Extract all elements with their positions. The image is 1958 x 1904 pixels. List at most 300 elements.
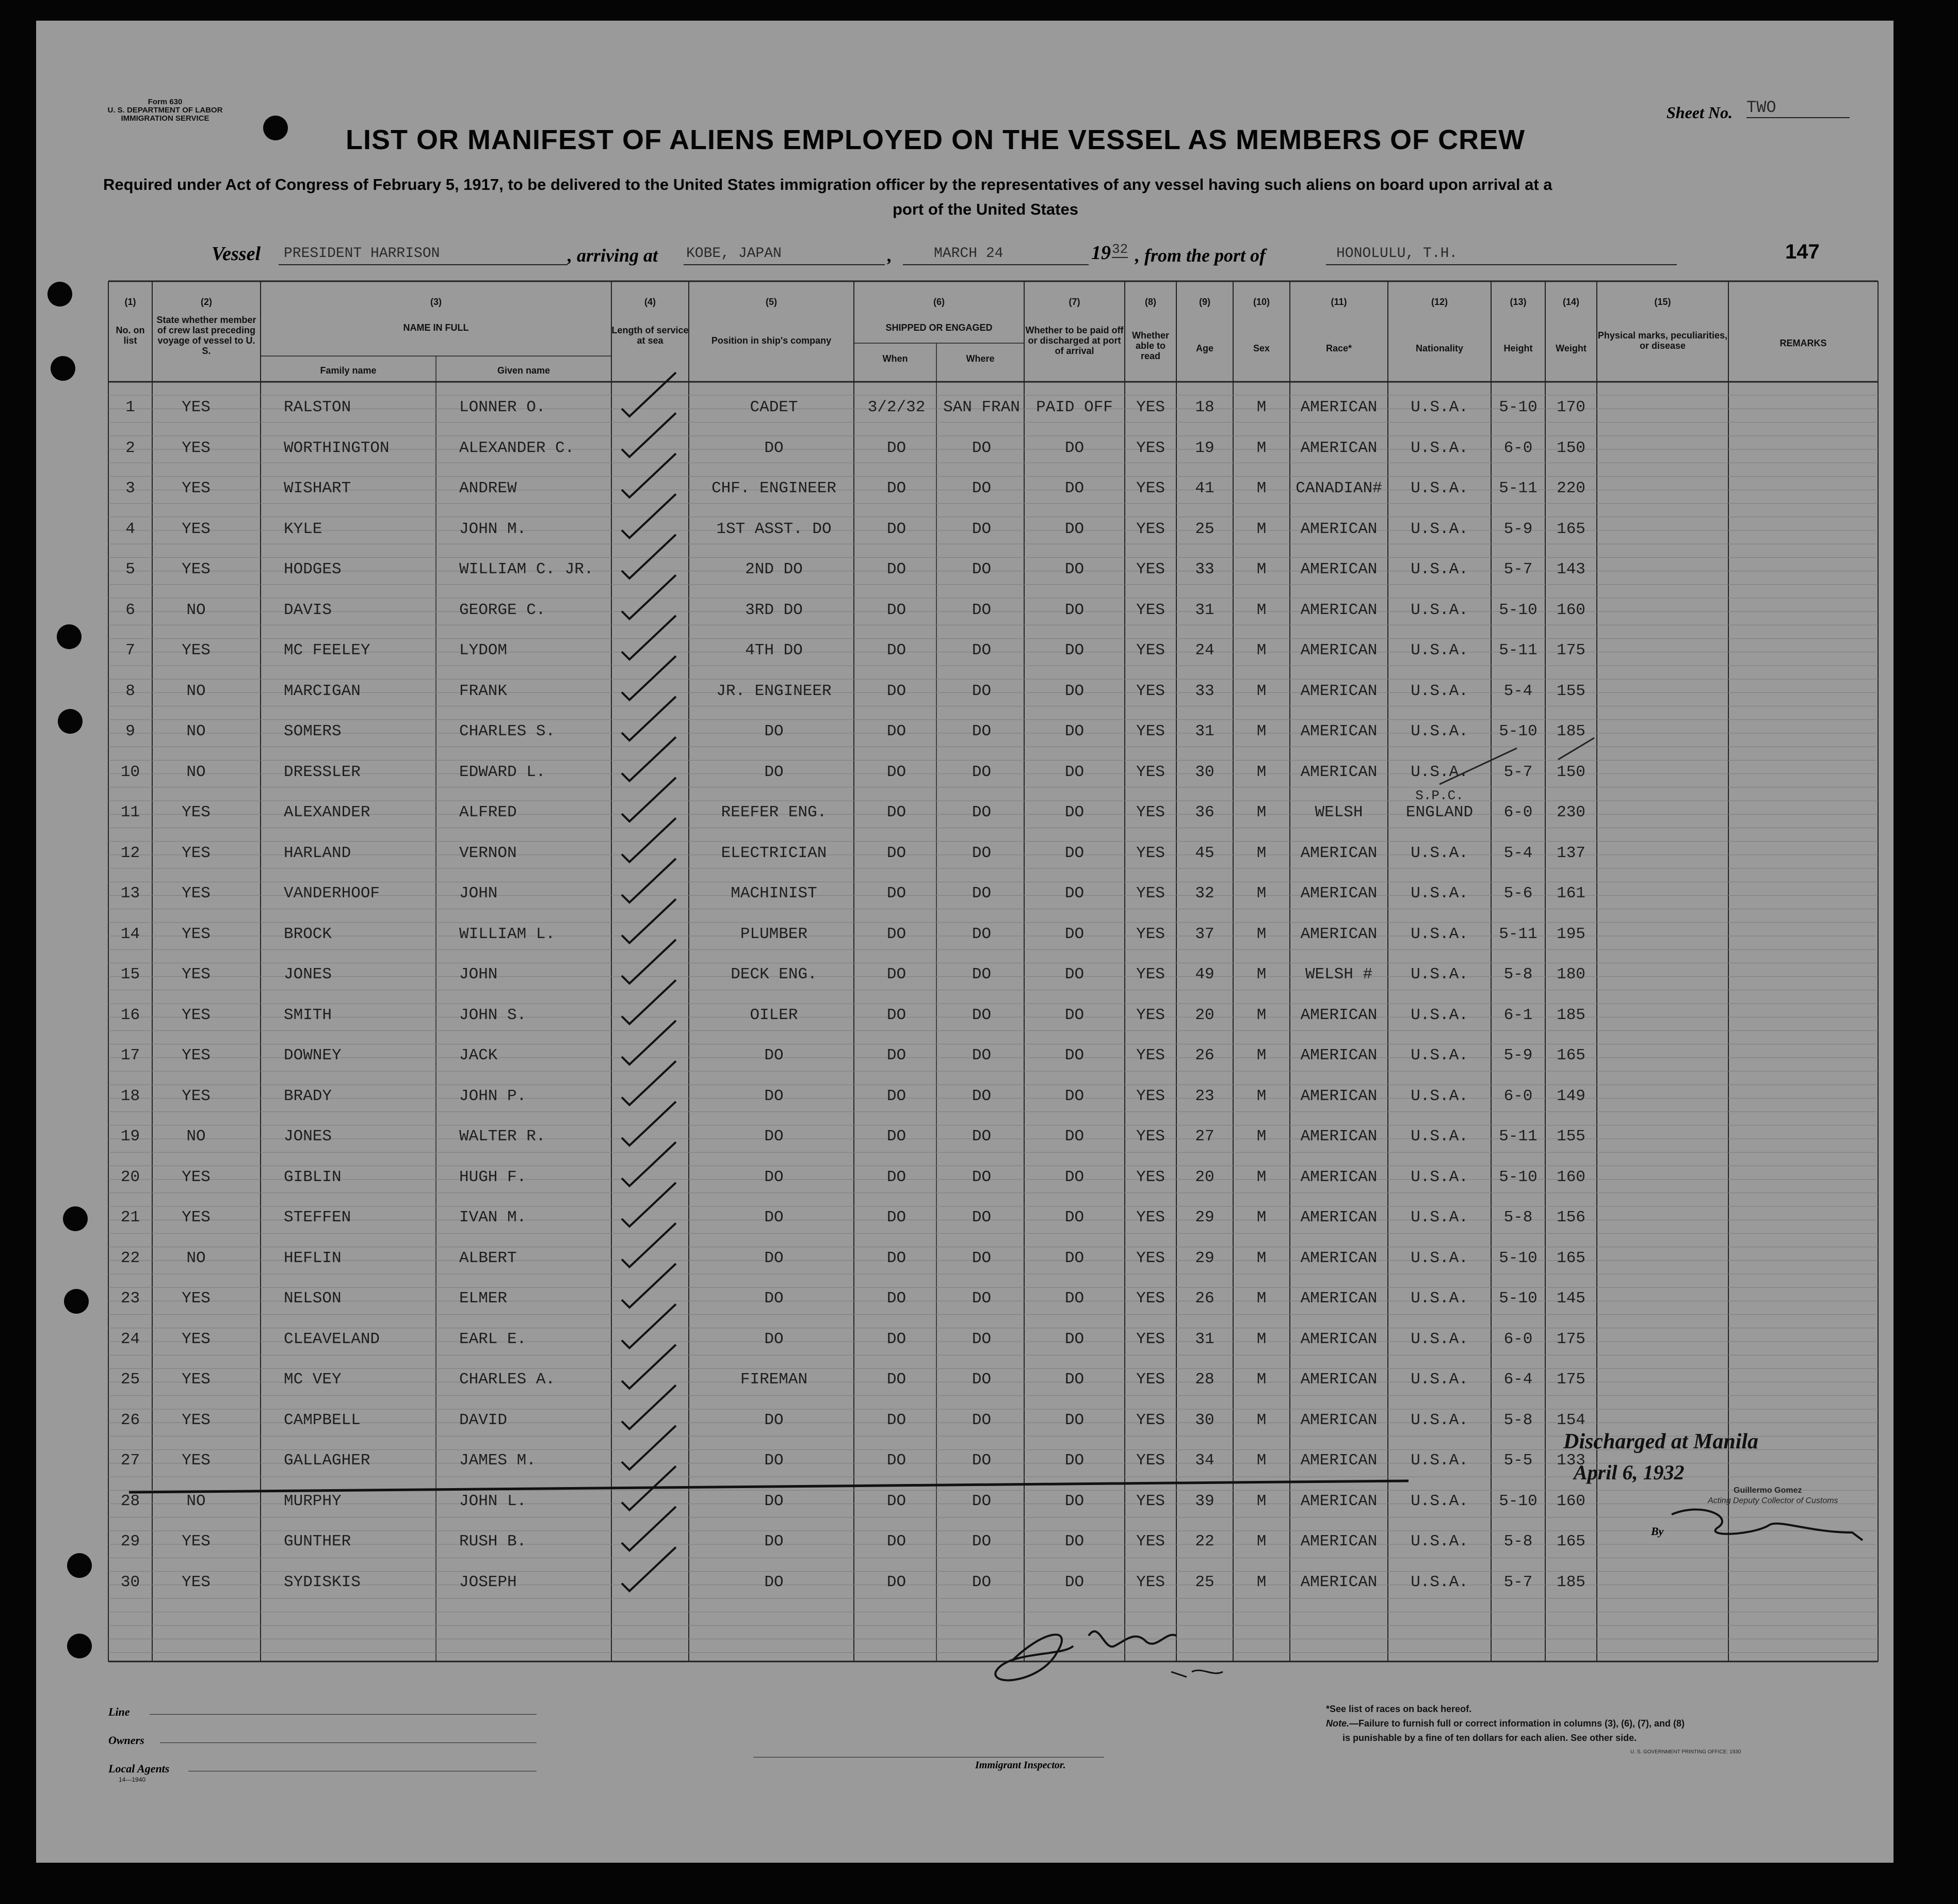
nationality: U.S.A. xyxy=(1411,601,1468,619)
nationality: U.S.A. xyxy=(1411,1006,1468,1024)
paid-off: DO xyxy=(1064,1330,1085,1348)
paid-off: DO xyxy=(1064,1127,1085,1145)
age: 22 xyxy=(1195,1532,1215,1551)
binder-hole xyxy=(51,356,75,381)
weight: 160 xyxy=(1557,601,1585,619)
arriving-label: , arriving at xyxy=(568,245,658,266)
checkmark-icon xyxy=(622,454,676,497)
row-number: 28 xyxy=(120,1492,140,1510)
from-port-label: , from the port of xyxy=(1135,245,1266,266)
shipped-where: DO xyxy=(972,439,992,457)
column-number: (7) xyxy=(1069,297,1080,307)
previous-voyage: NO xyxy=(186,763,206,781)
nationality: ENGLAND xyxy=(1405,803,1474,821)
given-name: JOHN M. xyxy=(459,520,527,538)
previous-voyage: NO xyxy=(186,1127,206,1145)
header-position: Position in ship's company xyxy=(711,335,832,346)
height: 5-6 xyxy=(1503,884,1533,902)
paid-off: DO xyxy=(1064,1249,1085,1267)
nationality: U.S.A. xyxy=(1411,763,1468,781)
paid-off: DO xyxy=(1064,601,1085,619)
row-number: 30 xyxy=(120,1573,140,1591)
race: AMERICAN xyxy=(1300,722,1378,740)
sex: M xyxy=(1256,1370,1267,1389)
shipped-where: DO xyxy=(972,1492,992,1510)
given-name: CHARLES S. xyxy=(459,722,556,740)
checkmark-icon xyxy=(622,535,676,578)
row-number: 20 xyxy=(120,1168,140,1186)
sex: M xyxy=(1256,479,1267,497)
row-number: 4 xyxy=(125,520,135,538)
department: U. S. DEPARTMENT OF LABOR xyxy=(107,106,223,115)
shipped-when: DO xyxy=(886,1330,907,1348)
previous-voyage: YES xyxy=(182,844,211,862)
shipped-when: DO xyxy=(886,1006,907,1024)
weight: 165 xyxy=(1557,1046,1585,1064)
subtitle-line-2: port of the United States xyxy=(893,200,1078,218)
family-name: SMITH xyxy=(284,1006,332,1024)
family-name: SYDISKIS xyxy=(284,1573,361,1591)
paid-off: DO xyxy=(1064,520,1085,538)
given-name: ALBERT xyxy=(459,1249,517,1267)
row-number: 27 xyxy=(120,1451,140,1470)
local-agents-label: Local Agents xyxy=(108,1762,170,1775)
shipped-when: DO xyxy=(886,1411,907,1429)
fine-note-line-1 xyxy=(1326,1718,1685,1729)
family-name: GALLAGHER xyxy=(284,1451,370,1470)
nationality-note: S.P.C. xyxy=(1415,788,1464,803)
sex: M xyxy=(1256,1127,1267,1145)
checkmark-icon xyxy=(622,737,676,781)
inspector-signature xyxy=(995,1632,1176,1681)
previous-voyage: YES xyxy=(182,520,211,538)
column-number: (14) xyxy=(1562,297,1579,307)
height: 5-7 xyxy=(1503,1573,1533,1591)
fine-note-line-2: is punishable by a fine of ten dollars for each alien. See other side. xyxy=(1342,1733,1637,1743)
age: 25 xyxy=(1195,520,1215,538)
family-name: CAMPBELL xyxy=(284,1411,361,1429)
previous-voyage: NO xyxy=(186,682,206,700)
height: 5-7 xyxy=(1503,763,1533,781)
header-when: When xyxy=(882,353,908,364)
column-number: (15) xyxy=(1654,297,1671,307)
owners-label: Owners xyxy=(108,1734,144,1747)
checkmark-icon xyxy=(622,1142,676,1186)
shipped-where: DO xyxy=(972,965,992,983)
shipped-where: DO xyxy=(972,1330,992,1348)
able-to-read: YES xyxy=(1136,439,1165,457)
race: AMERICAN xyxy=(1300,884,1378,902)
nationality: U.S.A. xyxy=(1411,1573,1468,1591)
checkmark-icon xyxy=(622,575,676,619)
paid-off: DO xyxy=(1064,1006,1085,1024)
race: AMERICAN xyxy=(1300,1370,1378,1389)
weight: 185 xyxy=(1557,1573,1585,1591)
weight: 175 xyxy=(1557,1330,1585,1348)
weight: 170 xyxy=(1557,398,1585,416)
header-weight: Weight xyxy=(1556,343,1587,353)
shipped-where: DO xyxy=(972,520,992,538)
paid-off: DO xyxy=(1064,682,1085,700)
able-to-read: YES xyxy=(1136,1330,1165,1348)
race: AMERICAN xyxy=(1300,1208,1378,1227)
weight: 150 xyxy=(1557,439,1585,457)
header-height: Height xyxy=(1503,343,1533,353)
customs-signature xyxy=(1672,1509,1863,1540)
sex: M xyxy=(1256,1168,1267,1186)
shipped-when: DO xyxy=(886,520,907,538)
position: DO xyxy=(764,1492,784,1510)
age: 19 xyxy=(1195,439,1215,457)
age: 33 xyxy=(1195,560,1215,578)
header-name-in-full: NAME IN FULL xyxy=(403,322,469,333)
nationality: U.S.A. xyxy=(1411,1451,1468,1470)
sheet-label: Sheet No. xyxy=(1666,103,1733,122)
height: 5-8 xyxy=(1503,1208,1533,1227)
sex: M xyxy=(1256,1249,1267,1267)
header-paid-off: Whether to be paid off or discharged at port of arrival xyxy=(1025,325,1124,356)
race: AMERICAN xyxy=(1300,1573,1378,1591)
official-title: Acting Deputy Collector of Customs xyxy=(1708,1496,1838,1505)
shipped-when: DO xyxy=(886,641,907,659)
nationality: U.S.A. xyxy=(1411,965,1468,983)
checkmark-icon xyxy=(622,1385,676,1429)
given-name: FRANK xyxy=(459,682,508,700)
nationality: U.S.A. xyxy=(1411,844,1468,862)
height: 6-0 xyxy=(1503,1330,1533,1348)
previous-voyage: YES xyxy=(182,1451,211,1470)
checkmark-icon xyxy=(622,1345,676,1389)
paid-off: DO xyxy=(1064,803,1085,821)
height: 6-0 xyxy=(1503,1087,1533,1105)
family-name: MURPHY xyxy=(284,1492,342,1510)
vessel-name: PRESIDENT HARRISON xyxy=(284,246,440,262)
position: DO xyxy=(764,1249,784,1267)
paid-off: DO xyxy=(1064,1573,1085,1591)
shipped-when: DO xyxy=(886,965,907,983)
position: DO xyxy=(764,1532,784,1551)
shipped-where: DO xyxy=(972,1532,992,1551)
weight: 165 xyxy=(1557,1249,1585,1267)
previous-voyage: YES xyxy=(182,1289,211,1308)
shipped-where: DO xyxy=(972,1289,992,1308)
row-number: 3 xyxy=(125,479,135,497)
nationality: U.S.A. xyxy=(1411,520,1468,538)
age: 20 xyxy=(1195,1168,1215,1186)
sex: M xyxy=(1256,722,1267,740)
weight: 155 xyxy=(1557,682,1585,700)
handwritten-annotations xyxy=(36,21,1894,1863)
page-number: 147 xyxy=(1785,240,1820,263)
weight: 149 xyxy=(1557,1087,1585,1105)
able-to-read: YES xyxy=(1136,1046,1165,1064)
position: DO xyxy=(764,1208,784,1227)
weight: 160 xyxy=(1557,1492,1585,1510)
binder-hole xyxy=(67,1634,92,1658)
age: 29 xyxy=(1195,1208,1215,1227)
age: 31 xyxy=(1195,601,1215,619)
given-name: JAMES M. xyxy=(459,1451,536,1470)
family-name: WORTHINGTON xyxy=(284,439,390,457)
nationality: U.S.A. xyxy=(1411,884,1468,902)
position: DO xyxy=(764,439,784,457)
able-to-read: YES xyxy=(1136,601,1165,619)
column-number: (8) xyxy=(1145,297,1156,307)
paid-off: DO xyxy=(1064,641,1085,659)
height: 6-0 xyxy=(1503,803,1533,821)
height: 5-10 xyxy=(1499,1492,1538,1510)
header-race: Race* xyxy=(1325,343,1352,353)
checkmark-icon xyxy=(622,859,676,902)
weight: 156 xyxy=(1557,1208,1585,1227)
able-to-read: YES xyxy=(1136,1573,1165,1591)
shipped-where: DO xyxy=(972,1451,992,1470)
previous-voyage: YES xyxy=(182,1168,211,1186)
height: 5-8 xyxy=(1503,1532,1533,1551)
paid-off: DO xyxy=(1064,1411,1085,1429)
weight: 143 xyxy=(1557,560,1585,578)
given-name: JOHN xyxy=(459,884,498,902)
sex: M xyxy=(1256,803,1267,821)
able-to-read: YES xyxy=(1136,682,1165,700)
position: MACHINIST xyxy=(731,884,817,902)
column-number: (6) xyxy=(933,297,945,307)
age: 37 xyxy=(1195,925,1215,943)
year-prefix: 19 xyxy=(1091,242,1111,264)
able-to-read: YES xyxy=(1136,641,1165,659)
position: OILER xyxy=(750,1006,798,1024)
binder-hole xyxy=(263,116,288,140)
weight: 150 xyxy=(1557,763,1585,781)
shipped-where: DO xyxy=(972,601,992,619)
shipped-where: DO xyxy=(972,1087,992,1105)
sex: M xyxy=(1256,925,1267,943)
weight: 155 xyxy=(1557,1127,1585,1145)
previous-voyage: YES xyxy=(182,1532,211,1551)
checkmark-icon xyxy=(622,1183,676,1227)
race: AMERICAN xyxy=(1300,520,1378,538)
age: 23 xyxy=(1195,1087,1215,1105)
height: 5-11 xyxy=(1499,479,1538,497)
age: 20 xyxy=(1195,1006,1215,1024)
weight: 145 xyxy=(1557,1289,1585,1308)
note-text-1: —Failure to furnish full or correct information in columns (3), (6), (7), and (8) xyxy=(1349,1718,1685,1729)
height: 5-10 xyxy=(1499,601,1538,619)
given-name: JOHN xyxy=(459,965,498,983)
shipped-where: DO xyxy=(972,722,992,740)
previous-voyage: YES xyxy=(182,965,211,983)
shipped-where: DO xyxy=(972,641,992,659)
given-name: EDWARD L. xyxy=(459,763,546,781)
family-name: HARLAND xyxy=(284,844,351,862)
checkmark-icon xyxy=(622,494,676,538)
race: AMERICAN xyxy=(1300,439,1378,457)
nationality: U.S.A. xyxy=(1411,1168,1468,1186)
height: 5-10 xyxy=(1499,398,1538,416)
race: AMERICAN xyxy=(1300,1289,1378,1308)
row-number: 5 xyxy=(125,560,135,578)
given-name: JOHN S. xyxy=(459,1006,527,1024)
age: 31 xyxy=(1195,1330,1215,1348)
shipped-where: DO xyxy=(972,682,992,700)
race: AMERICAN xyxy=(1300,1046,1378,1064)
checkmark-icon xyxy=(622,1547,676,1591)
shipped-when: DO xyxy=(886,1249,907,1267)
paid-off: DO xyxy=(1064,439,1085,457)
able-to-read: YES xyxy=(1136,763,1165,781)
previous-voyage: YES xyxy=(182,884,211,902)
row-number: 23 xyxy=(120,1289,140,1308)
weight: 180 xyxy=(1557,965,1585,983)
previous-voyage: NO xyxy=(186,722,206,740)
page-title: LIST OR MANIFEST OF ALIENS EMPLOYED ON THE VESSEL AS MEMBERS OF CREW xyxy=(346,124,1526,155)
age: 26 xyxy=(1195,1046,1215,1064)
race: AMERICAN xyxy=(1300,1087,1378,1105)
able-to-read: YES xyxy=(1136,1451,1165,1470)
column-number: (11) xyxy=(1331,297,1347,307)
weight: 160 xyxy=(1557,1168,1585,1186)
previous-voyage: YES xyxy=(182,641,211,659)
header-given-name: Given name xyxy=(497,365,551,376)
sex: M xyxy=(1256,439,1267,457)
checkmark-icon xyxy=(622,1021,676,1064)
paid-off: DO xyxy=(1064,1370,1085,1389)
previous-voyage: NO xyxy=(186,1249,206,1267)
shipped-when: DO xyxy=(886,1046,907,1064)
checkmark-icon xyxy=(622,1507,676,1551)
age: 24 xyxy=(1195,641,1215,659)
able-to-read: YES xyxy=(1136,520,1165,538)
shipped-when: DO xyxy=(886,479,907,497)
sex: M xyxy=(1256,1006,1267,1024)
family-name: ALEXANDER xyxy=(284,803,370,821)
given-name: ANDREW xyxy=(459,479,517,497)
position: 2ND DO xyxy=(745,560,803,578)
header-physical-marks: Physical marks, peculiarities, or disease xyxy=(1597,330,1728,351)
shipped-where: DO xyxy=(972,479,992,497)
binder-hole xyxy=(57,624,82,649)
nationality: U.S.A. xyxy=(1411,925,1468,943)
sex: M xyxy=(1256,1451,1267,1470)
shipped-when: DO xyxy=(886,1289,907,1308)
sex: M xyxy=(1256,965,1267,983)
family-name: MC VEY xyxy=(284,1370,342,1389)
paid-off: DO xyxy=(1064,844,1085,862)
able-to-read: YES xyxy=(1136,560,1165,578)
race: AMERICAN xyxy=(1300,1532,1378,1551)
given-name: WILLIAM L. xyxy=(459,925,556,943)
nationality: U.S.A. xyxy=(1411,1532,1468,1551)
row-number: 9 xyxy=(125,722,135,740)
sex: M xyxy=(1256,398,1267,416)
height: 5-8 xyxy=(1503,965,1533,983)
row-number: 15 xyxy=(120,965,140,983)
shipped-where: DO xyxy=(972,560,992,578)
nationality: U.S.A. xyxy=(1411,560,1468,578)
column-number: (13) xyxy=(1510,297,1527,307)
family-name: DRESSLER xyxy=(284,763,361,781)
header-able-to-read: Whether able to read xyxy=(1132,330,1169,361)
nationality: U.S.A. xyxy=(1411,1411,1468,1429)
family-name: STEFFEN xyxy=(284,1208,351,1227)
shipped-when: DO xyxy=(886,601,907,619)
weight: 195 xyxy=(1557,925,1585,943)
weight: 175 xyxy=(1557,641,1585,659)
row-number: 22 xyxy=(120,1249,140,1267)
race: AMERICAN xyxy=(1300,1006,1378,1024)
header-shipped-engaged: SHIPPED OR ENGAGED xyxy=(885,322,993,333)
checkmark-icon xyxy=(622,616,676,659)
shipped-where: SAN FRAN xyxy=(943,398,1020,416)
sex: M xyxy=(1256,682,1267,700)
weight: 137 xyxy=(1557,844,1585,862)
age: 41 xyxy=(1195,479,1215,497)
shipped-when: DO xyxy=(886,560,907,578)
nationality: U.S.A. xyxy=(1411,398,1468,416)
row-number: 10 xyxy=(120,763,140,781)
given-name: LYDOM xyxy=(459,641,508,659)
previous-voyage: YES xyxy=(182,560,211,578)
shipped-when: 3/2/32 xyxy=(867,398,926,416)
position: DO xyxy=(764,1289,784,1308)
sex: M xyxy=(1256,1573,1267,1591)
shipped-where: DO xyxy=(972,1249,992,1267)
checkmark-icon xyxy=(622,413,676,457)
line-label: Line xyxy=(108,1705,130,1718)
position: DO xyxy=(764,1451,784,1470)
height: 5-9 xyxy=(1503,520,1533,538)
given-name: JOHN L. xyxy=(459,1492,527,1510)
binder-hole xyxy=(64,1289,89,1314)
given-name: ALEXANDER C. xyxy=(459,439,575,457)
header-age: Age xyxy=(1195,343,1213,353)
service-checkmarks xyxy=(622,373,676,1591)
weight: 220 xyxy=(1557,479,1585,497)
nationality: U.S.A. xyxy=(1411,1289,1468,1308)
weight: 230 xyxy=(1557,803,1585,821)
sex: M xyxy=(1256,520,1267,538)
binder-hole xyxy=(67,1553,92,1578)
sex: M xyxy=(1256,1046,1267,1064)
row-number: 7 xyxy=(125,641,135,659)
previous-voyage: YES xyxy=(182,1006,211,1024)
shipped-when: DO xyxy=(886,1127,907,1145)
given-name: CHARLES A. xyxy=(459,1370,556,1389)
nationality: U.S.A. xyxy=(1411,1127,1468,1145)
row-number: 21 xyxy=(120,1208,140,1227)
shipped-when: DO xyxy=(886,1370,907,1389)
age: 28 xyxy=(1195,1370,1215,1389)
binder-hole xyxy=(63,1206,88,1231)
year-suffix: 32 xyxy=(1112,241,1128,257)
family-name: GUNTHER xyxy=(284,1532,351,1551)
sex: M xyxy=(1256,884,1267,902)
height: 5-4 xyxy=(1503,844,1533,862)
previous-voyage: YES xyxy=(182,1411,211,1429)
age: 18 xyxy=(1195,398,1215,416)
shipped-where: DO xyxy=(972,1006,992,1024)
family-name: GIBLIN xyxy=(284,1168,342,1186)
able-to-read: YES xyxy=(1136,1492,1165,1510)
manifest-sheet: Form 630 U. S. DEPARTMENT OF LABOR IMMIGRATION SERVICE Sheet No. TWO LIST OR MANIFEST OF ALIENS EMPLOYED ON THE VESSEL AS MEMBERS OF CREW Required under Act of Congress of February 5, 1917, to be delivered to the United States immigration officer by the representatives of any vessel having such aliens on board upon arrival at a port of the United States Vessel PRESIDENT HARRISON , arriving at KOBE, JAPAN , MARCH 24 19 32 , from the port of HONOLULU, T.H. 147 (1) (2) (3) (4) (5) (6) (7) (8) (9) (10) (11) (12) (13) (14) (15) No. on list State whether member of crew last preceding voyage of vessel to U. S. NAME IN FULL Family name Given name Length of service at sea Position in ship's company SHIPPED OR ENGAGED When Where Whether to be paid off or discharged at port of arrival Whether able to read Age Sex Race* Nationality Height Weight Physical marks, peculiarities, or disease REMARKS 1 YES RALSTON LONNER O. CADET 3/2/32 SAN FRAN PAID OFF YES 18 M AMERICAN U.S.A. 5-10 170 2 YES WORTHINGTON ALEXANDER C. DO DO DO DO YES 19 M AMERICAN U.S.A. 6-0 150 3 YES WISHART ANDREW CHF. ENGINEER DO DO DO YES 41 M CANADIAN# U.S.A. 5-11 220 4 YES KYLE JOHN M. 1ST ASST. DO DO DO DO YES 25 M AMERICAN U.S.A. 5-9 165 5 YES HODGES WILLIAM C. JR. 2ND DO DO DO DO YES 33 M AMERICAN U.S.A. 5-7 143 6 NO DAVIS GEORGE C. 3RD DO DO DO DO YES 31 M AMERICAN U.S.A. 5-10 160 7 YES MC FEELEY LYDOM 4TH DO DO DO DO YES 24 M AMERICAN U.S.A. 5-11 175 8 NO MARCIGAN FRANK JR. ENGINEER DO DO DO YES 33 M AMERICAN U.S.A. 5-4 155 9 NO SOMERS CHARLES S. DO DO DO DO YES 31 M AMERICAN U.S.A. 5-10 185 10 NO DRESSLER EDWARD L. DO DO DO DO YES 30 M AMERICAN U.S.A. 5-7 150 11 YES ALEXANDER ALFRED REEFER ENG. DO DO DO YES 36 M WELSH ENGLAND 6-0 230 S.P.C. 12 YES HARLAND VERNON ELECTRICIAN DO DO DO YES 45 M AMERICAN U.S.A. 5-4 137 13 YES VANDERHOOF JOHN MACHINIST DO DO DO YES 32 M AMERICAN U.S.A. 5-6 161 14 YES BROCK WILLIAM L. PLUMBER DO DO DO YES 37 M AMERICAN U.S.A. 5-11 195 15 YES JONES JOHN DECK ENG. DO DO DO YES 49 M WELSH # U.S.A. 5-8 180 16 YES SMITH JOHN S. OILER DO DO DO YES 20 M AMERICAN U.S.A. 6-1 185 17 YES DOWNEY JACK DO DO DO DO YES 26 M AMERICAN U.S.A. 5-9 165 18 YES BRADY JOHN P. DO DO DO DO YES 23 M AMERICAN U.S.A. 6-0 149 19 NO JONES WALTER R. DO DO DO DO YES 27 M AMERICAN U.S.A. 5-11 155 20 YES GIBLIN HUGH F. DO DO DO DO YES 20 M AMERICAN U.S.A. 5-10 160 21 YES STEFFEN IVAN M. DO DO DO DO YES 29 M AMERICAN U.S.A. 5-8 156 22 NO HEFLIN ALBERT DO DO DO DO YES 29 M AMERICAN U.S.A. 5-10 165 23 YES NELSON ELMER DO DO DO DO YES 26 M AMERICAN U.S.A. 5-10 145 24 YES CLEAVELAND EARL E. DO DO DO DO YES 31 M AMERICAN U.S.A. 6-0 175 25 YES MC VEY CHARLES A. FIREMAN DO DO DO YES 28 M AMERICAN U.S.A. 6-4 175 26 YES CAMPBELL DAVID DO DO DO DO YES 30 M AMERICAN U.S.A. 5-8 154 27 YES GALLAGHER JAMES M. DO DO DO DO YES 34 M AMERICAN U.S.A. 5-5 133 28 NO MURPHY JOHN L. DO DO DO DO YES 39 M AMERICAN U.S.A. 5-10 160 29 YES GUNTHER RUSH B. DO DO DO DO YES 22 M AMERICAN U.S.A. 5-8 165 30 YES SYDISKIS JOSEPH DO DO DO DO YES 25 M AMERICAN U.S.A. 5-7 185 Discharged at Manila April 6, 1932 Guillermo Gomez Acting Deputy Collector of Customs By Line Owners Local Agents 14—1940 Immigrant Inspector. *See list of races on back hereof. Note.—Failure to furnish full or correct information in columns (3), (6), (7), and (8) is punishable by a fine of ten dollars for each alien. See other side. U. S. GOVERNMENT PRINTING OFFICE: 1930 xyxy=(36,21,1894,1863)
position: DO xyxy=(764,1127,784,1145)
able-to-read: YES xyxy=(1136,722,1165,740)
race: AMERICAN xyxy=(1300,1127,1378,1145)
given-name: LONNER O. xyxy=(459,398,546,416)
checkmark-icon xyxy=(622,1102,676,1145)
family-name: HODGES xyxy=(284,560,342,578)
given-name: JOSEPH xyxy=(459,1573,517,1591)
